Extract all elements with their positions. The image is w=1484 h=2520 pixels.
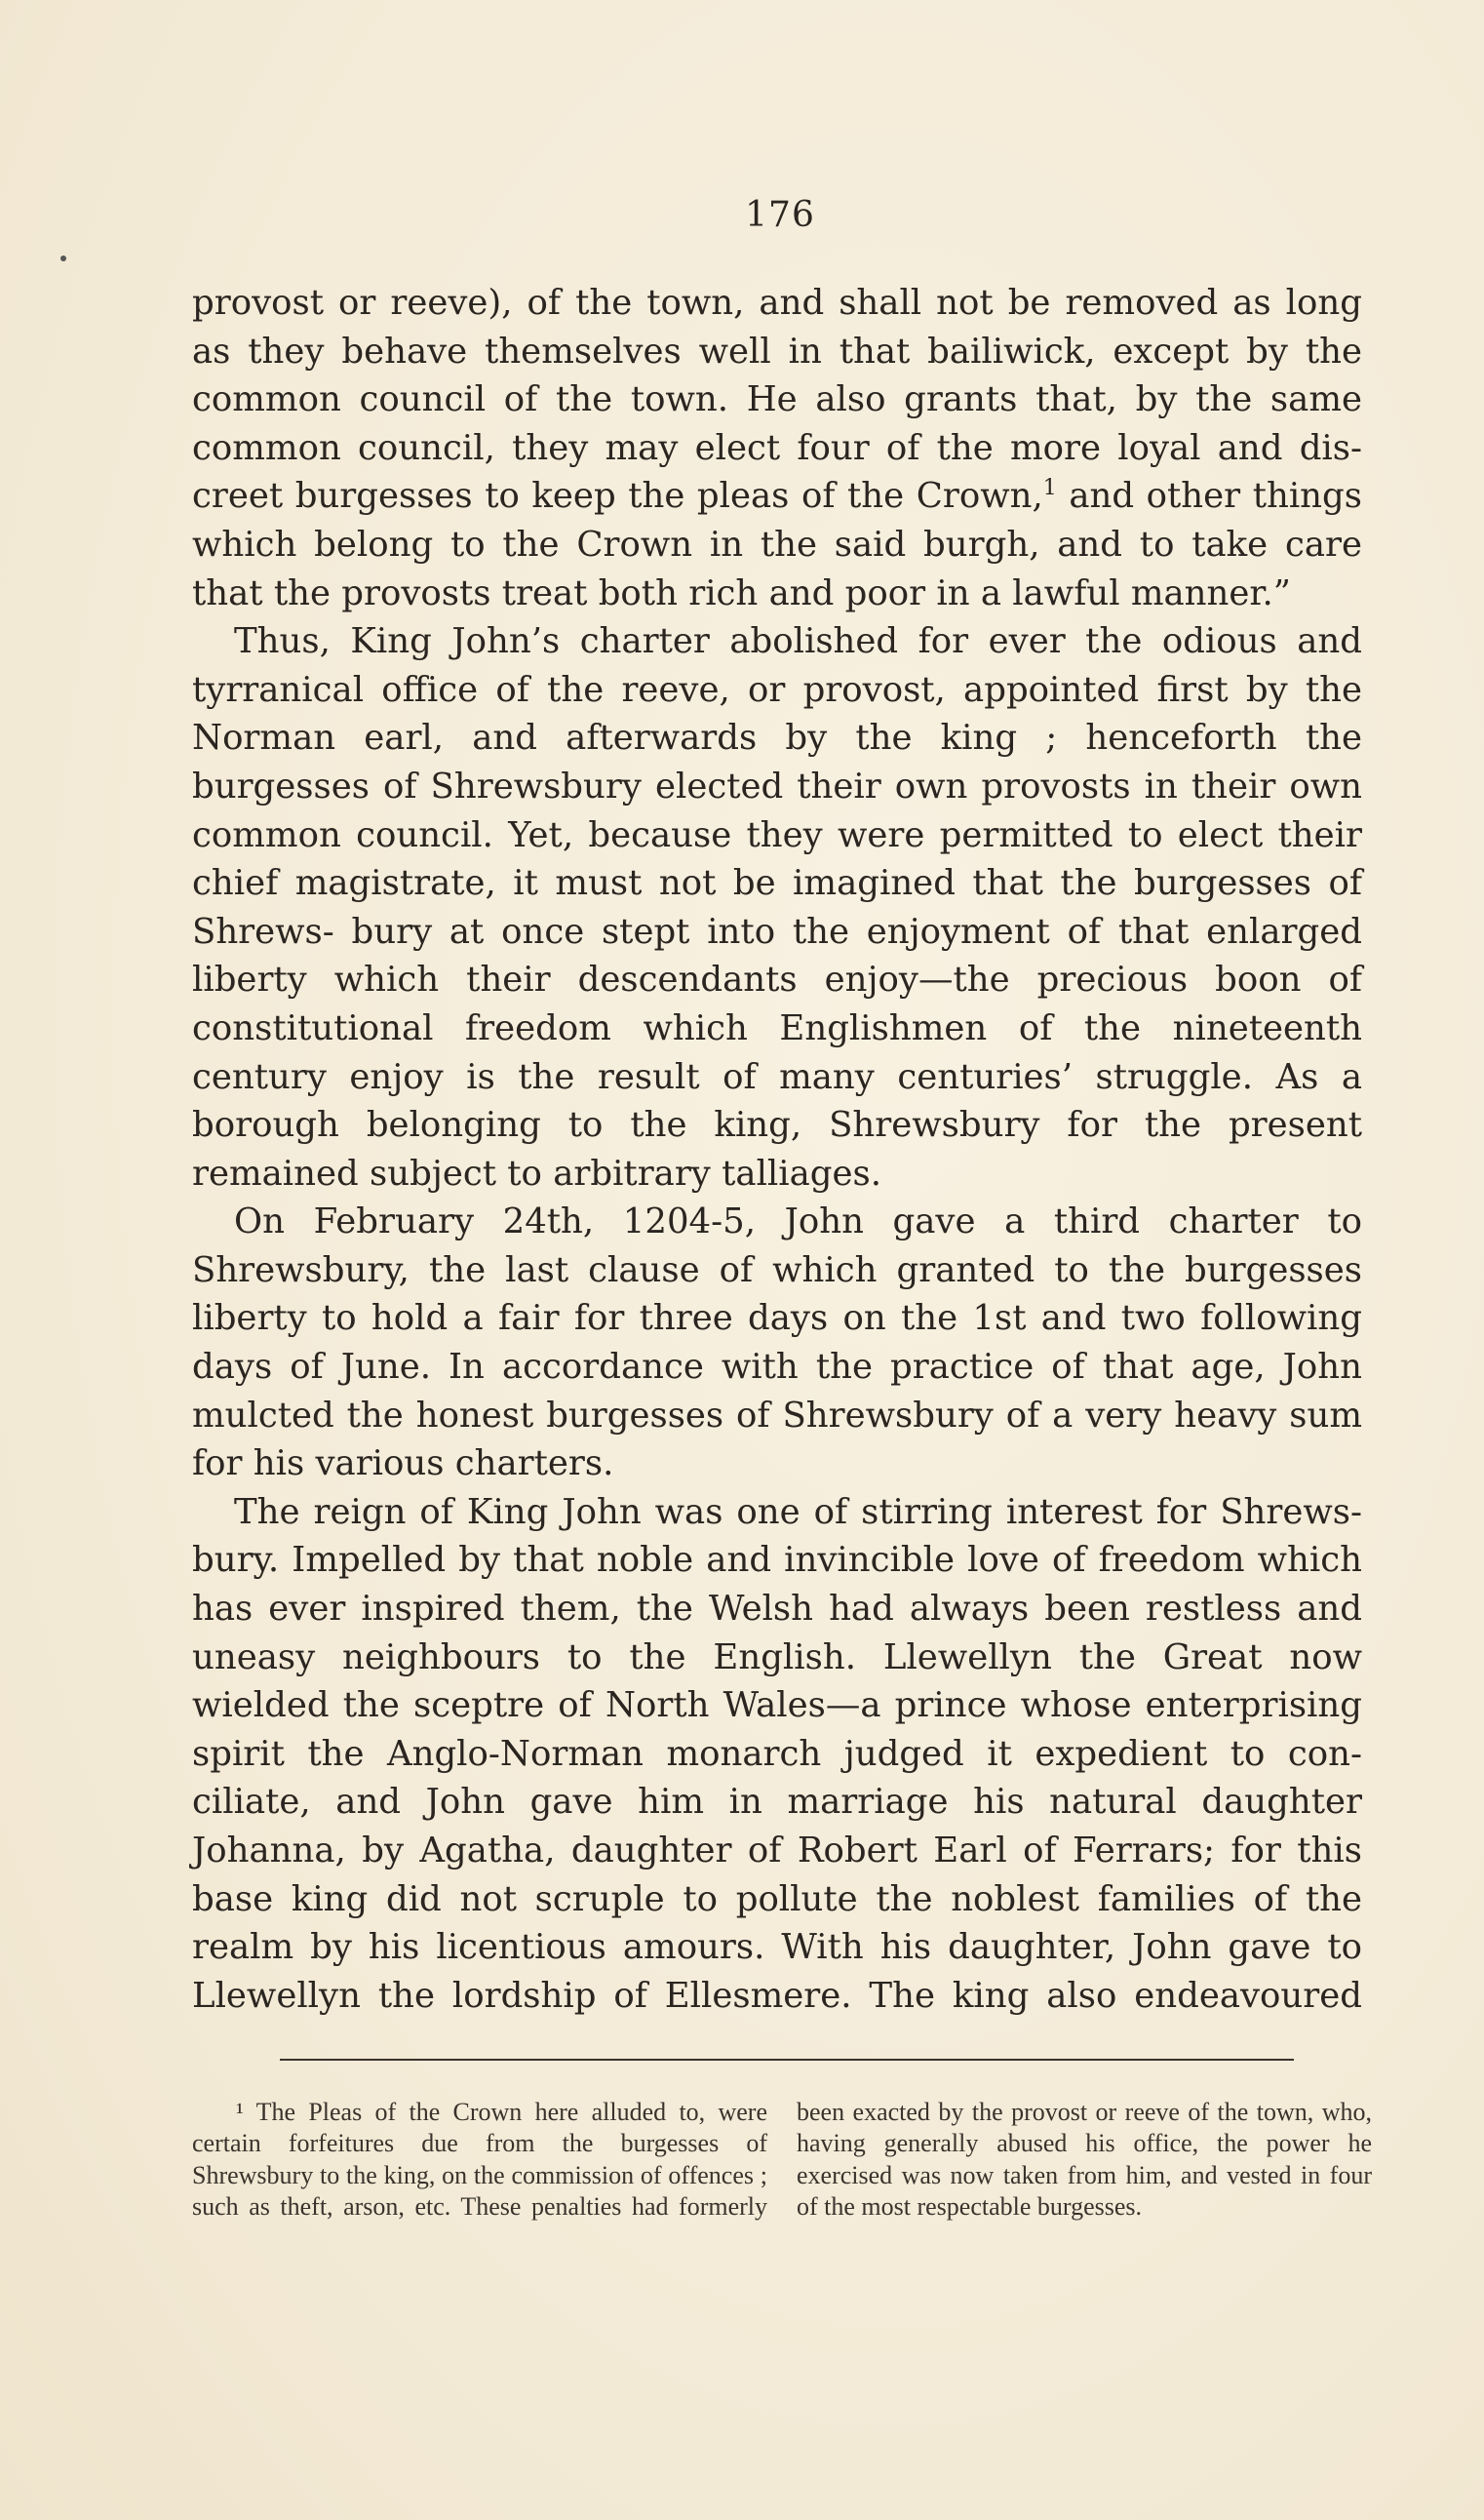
- footnote-marker: 1: [1042, 476, 1057, 501]
- paragraph-text: provost or reeve), of the town, and shall not be removed as long as they behave themselves well in that bailiwick, except by the common council of the town. He also grants that, by the same common council, they may elect four of the more loyal and dis- creet burgesses to keep the pleas of the Crown,: [192, 283, 1362, 517]
- paragraph: The reign of King John was one of stirring interest for Shrews- bury. Impelled by that noble and invincible love of freedom which has ever inspired them, the Welsh had always been restless and uneasy neighbours to the English. Llewellyn the Great now wielded the sceptre of North Wales—a prince whose enterprising spirit the Anglo-Norman monarch judged it expedient to con- ciliate, and John gave him in marriage his natural daughter Johanna, by Agatha, daughter of Robert Earl of Ferrars; for this base king did not scruple to pollute the noblest families of the realm by his licentious amours. With his daughter, John gave to Llewellyn the lordship of Ellesmere. The king also endeavoured: [192, 1491, 1362, 2016]
- paragraph: On February 24th, 1204-5, John gave a third charter to Shrewsbury, the last clause of which granted to the burgesses liberty to hold a fair for three days on the 1st and two following days of June. In accordance with the practice of that age, John mulcted the honest burgesses of Shrewsbury of a very heavy sum for his various charters.: [192, 1201, 1362, 1484]
- footnote-text: ¹ The Pleas of the Crown here alluded to, were certain forfeitures due from the burgesses of Shrewsbury to the king, on the commission of offences ; such as theft, arson, etc. These penalties had formerly: [192, 2098, 767, 2221]
- paragraph-text: and other things which belong to the Crown in the said burgh, and to take care that the provosts treat both rich and poor in a lawful manner.”: [192, 476, 1362, 613]
- main-text: [192, 279, 1362, 2020]
- page-number: 176: [745, 195, 815, 235]
- footnote-column-left: [192, 2097, 767, 2223]
- footnotes: [192, 2097, 1372, 2223]
- footnote-divider: [280, 2059, 1294, 2061]
- paragraph: [192, 279, 1362, 617]
- footnote-column-right: [797, 2097, 1372, 2223]
- ink-speck: [60, 256, 66, 261]
- footnote-text: been exacted by the provost or reeve of the town, who, having generally abused his office, the power he exercised was now taken from him, and vested in four of the most respectable burgesses.: [797, 2098, 1372, 2221]
- paragraph: Thus, King John’s charter abolished for ever the odious and tyrranical office of the reeve, or provost, appointed first by the Norman earl, and afterwards by the king ; henceforth the burgesses of Shrewsbury elected their own provosts in their own common council. Yet, because they were permitted to elect their chief magistrate, it must not be imagined that the burgesses of Shrews- bury at once stept into the enjoyment of that enlarged liberty which their descendants enjoy—the precious boon of constitutional freedom which Englishmen of the nineteenth century enjoy is the result of many centuries’ struggle. As a borough belonging to the king, Shrewsbury for the present remained subject to arbitrary talliages.: [192, 621, 1362, 1194]
